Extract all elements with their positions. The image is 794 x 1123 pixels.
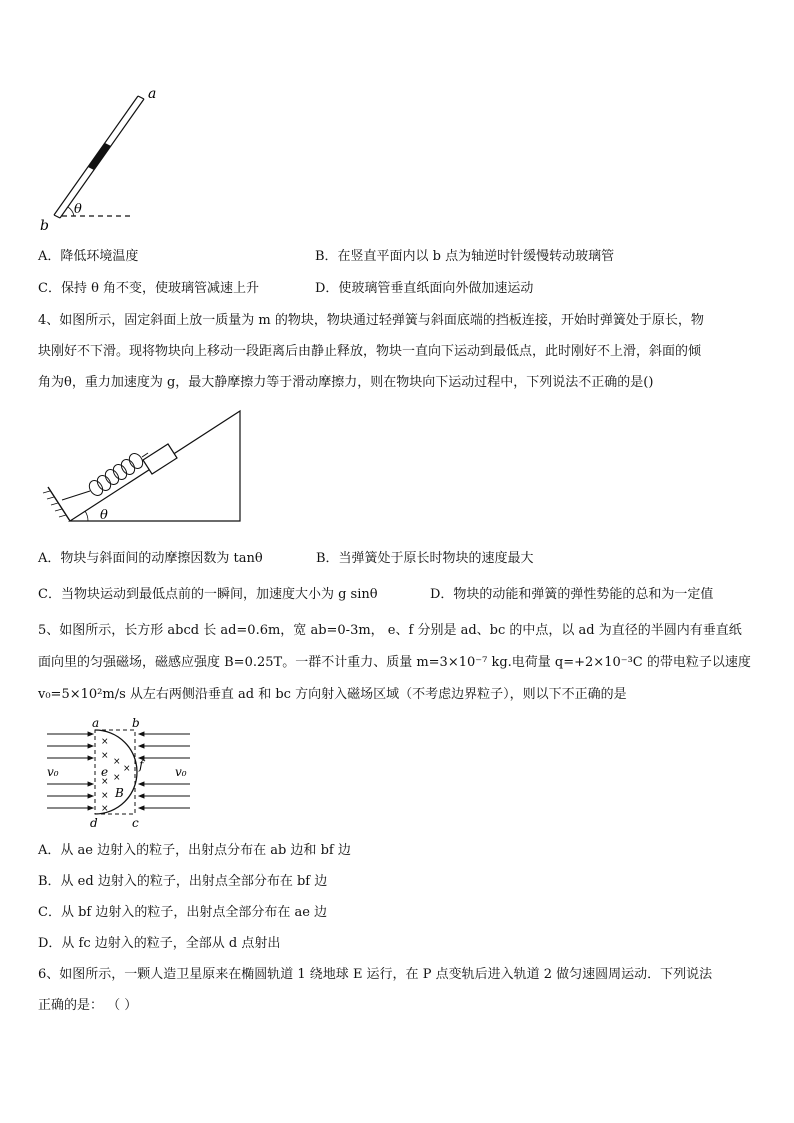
label-f: f: [139, 758, 144, 772]
mercury-column: [88, 143, 111, 170]
q4-option-b: B．当弹簧处于原长时物块的速度最大: [316, 551, 534, 566]
svg-text:×: ×: [101, 737, 109, 747]
q5-stem-line2: 面向里的匀强磁场，磁感应强度 B=0.25T。一群不计重力、质量 m=3×10⁻⁷ kg.电荷量 q=+2×10⁻³C 的带电粒子以速度: [38, 655, 751, 670]
q4-option-d: D．物块的动能和弹簧的弹性势能的总和为一定值: [430, 587, 714, 602]
svg-text:×: ×: [113, 773, 121, 783]
label-theta: θ: [100, 508, 108, 523]
label-field-b: B: [115, 786, 124, 800]
label-b: b: [40, 218, 49, 234]
svg-text:×: ×: [101, 751, 109, 761]
q4-stem-line3: 角为θ，重力加速度为 g，最大静摩擦力等于滑动摩擦力，则在物块向下运动过程中，下列说法不正确的是(): [38, 375, 654, 390]
q4-option-c: C．当物块运动到最低点前的一瞬间，加速度大小为 g sinθ: [38, 587, 378, 602]
block: [143, 444, 177, 474]
wall-plate: [48, 487, 70, 521]
svg-text:×: ×: [101, 804, 109, 814]
q4-stem-line2: 块刚好不下滑。现将物块向上移动一段距离后由静止释放，物块一直向下运动到最低点，此时刚好不上滑，斜面的倾: [38, 344, 702, 359]
q3-option-c: C．保持 θ 角不变，使玻璃管减速上升: [38, 281, 260, 296]
label-e: e: [101, 765, 109, 779]
svg-text:×: ×: [123, 764, 131, 774]
label-a: a: [148, 86, 157, 102]
q5-option-d: D．从 fc 边射入的粒子，全部从 d 点射出: [38, 936, 281, 951]
q5-stem-line3: v₀=5×10²m/s 从左右两侧沿垂直 ad 和 bc 方向射入磁场区域（不考虑边界粒子），则以下不正确的是: [38, 687, 627, 702]
label-a: a: [92, 716, 100, 730]
q3-option-b: B．在竖直平面内以 b 点为轴逆时针缓慢转动玻璃管: [315, 249, 615, 264]
label-c: c: [132, 816, 139, 830]
q6-stem-line1: 6、如图所示，一颗人造卫星原来在椭圆轨道 1 绕地球 E 运行，在 P 点变轨后进入轨道 2 做匀速圆周运动．下列说法: [38, 967, 713, 982]
spring: [62, 451, 148, 500]
magnetic-field-figure: [45, 714, 205, 834]
label-b: b: [132, 716, 140, 730]
q4-option-a: A．物块与斜面间的动摩擦因数为 tanθ: [38, 551, 263, 566]
label-v0-left: v₀: [47, 765, 59, 779]
q3-option-d: D．使玻璃管垂直纸面向外做加速运动: [315, 281, 534, 296]
svg-text:×: ×: [101, 791, 109, 801]
label-theta: θ: [74, 202, 82, 217]
incline-spring-figure: [40, 405, 250, 527]
q3-option-a: A．降低环境温度: [38, 249, 139, 264]
q5-option-b: B．从 ed 边射入的粒子，出射点全部分布在 bf 边: [38, 874, 328, 889]
wall-hatch: [43, 491, 66, 517]
q6-stem-line2: 正确的是： （ ）: [38, 998, 138, 1013]
angle-arc: [85, 511, 88, 521]
glass-tube-figure: [30, 80, 180, 235]
svg-text:×: ×: [101, 777, 109, 787]
label-d: d: [90, 816, 98, 830]
q4-stem-line1: 4、如图所示，固定斜面上放一质量为 m 的物块，物块通过轻弹簧与斜面底端的挡板连接，开始时弹簧处于原长，物: [38, 313, 704, 328]
label-v0-right: v₀: [175, 765, 187, 779]
q5-stem-line1: 5、如图所示，长方形 abcd 长 ad=0.6m，宽 ab=0-3m， e、f 分别是 ad、bc 的中点，以 ad 为直径的半圆内有垂直纸: [38, 623, 742, 638]
q5-option-c: C．从 bf 边射入的粒子，出射点全部分布在 ae 边: [38, 905, 328, 920]
svg-text:×: ×: [113, 757, 121, 767]
q5-option-a: A．从 ae 边射入的粒子，出射点分布在 ab 边和 bf 边: [38, 843, 351, 858]
